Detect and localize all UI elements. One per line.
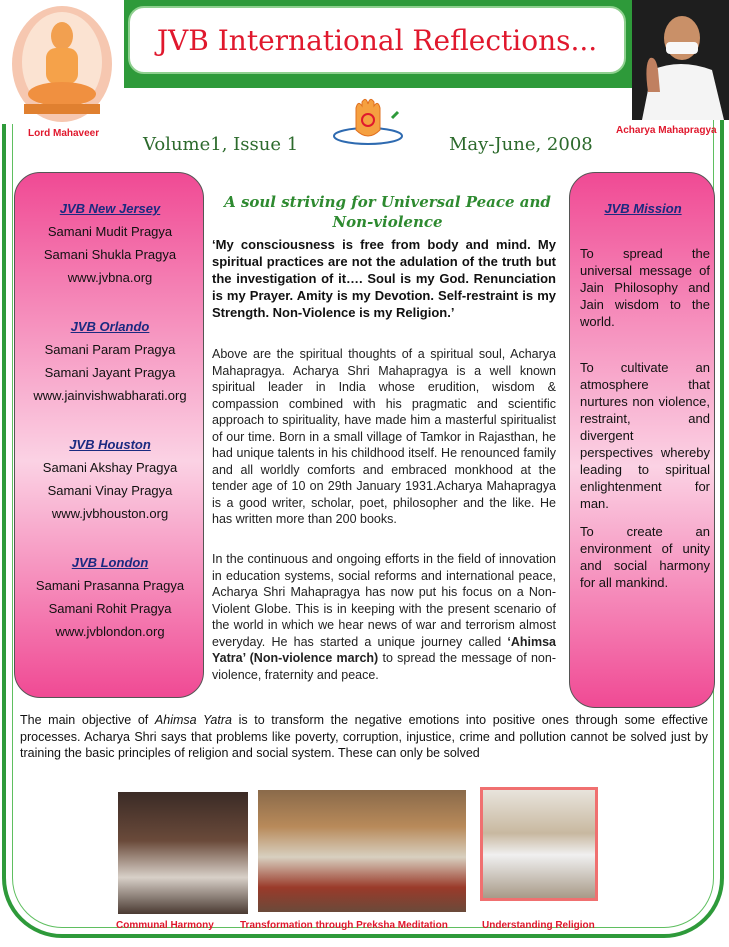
contact-name: Samani Param Pragya bbox=[44, 342, 176, 357]
bottom-paragraph bbox=[20, 712, 708, 762]
location-group-orlando bbox=[15, 319, 205, 403]
mission-item: To create an environment of unity and social harmony for all mankind. bbox=[580, 524, 710, 590]
left-portrait-caption: Lord Mahaveer bbox=[28, 128, 100, 139]
website-link[interactable]: www.jvbhouston.org bbox=[51, 506, 169, 521]
acharya-mahapragya-image bbox=[632, 0, 729, 120]
understanding-religion-photo bbox=[480, 787, 598, 901]
lord-mahaveer-image bbox=[10, 4, 114, 122]
contacts-panel bbox=[14, 172, 204, 698]
location-heading: JVB Houston bbox=[69, 437, 151, 452]
right-portrait-caption: Acharya Mahapragya bbox=[616, 125, 717, 136]
article-title: A soul striving for Universal Peace and Non-violence bbox=[224, 193, 551, 231]
paragraph-text: is to transform the negative emotions into positive ones through some effective processes. Acharya Shri says that problems like poverty, corruption, injustice, crime and pollution cannot be solved just by training the basic principles of religion and social system. These can only be solved bbox=[20, 713, 708, 760]
location-group-london bbox=[15, 555, 205, 639]
article-paragraph bbox=[212, 551, 556, 683]
mission-heading: JVB Mission bbox=[604, 201, 682, 216]
paragraph-text: The main objective of bbox=[20, 713, 155, 727]
contact-name: Samani Jayant Pragya bbox=[44, 365, 176, 380]
contact-name: Samani Mudit Pragya bbox=[47, 224, 173, 239]
location-heading: JVB London bbox=[71, 555, 149, 570]
location-group-houston bbox=[15, 437, 205, 521]
paragraph-text: to spread the message of non-violence, fraternity and peace. bbox=[212, 651, 556, 682]
newsletter-title: JVB International Reflections... bbox=[156, 23, 598, 57]
contact-name: Samani Rohit Pragya bbox=[48, 601, 172, 616]
volume-issue: Volume1, Issue 1 bbox=[143, 134, 299, 155]
location-heading: JVB New Jersey bbox=[59, 201, 161, 216]
jvb-logo-icon bbox=[330, 96, 406, 156]
mission-panel bbox=[569, 172, 715, 708]
website-link[interactable]: www.jvblondon.org bbox=[55, 624, 165, 639]
contact-name: Samani Akshay Pragya bbox=[42, 460, 178, 475]
title-box bbox=[128, 6, 626, 74]
contact-name: Samani Vinay Pragya bbox=[47, 483, 173, 498]
issue-date: May-June, 2008 bbox=[449, 134, 593, 155]
location-group-new-jersey bbox=[15, 201, 205, 285]
photo-caption: Communal Harmony bbox=[116, 920, 214, 931]
photo-caption: Understanding Religion bbox=[482, 920, 595, 931]
contact-name: Samani Prasanna Pragya bbox=[35, 578, 185, 593]
contact-name: Samani Shukla Pragya bbox=[43, 247, 177, 262]
mission-item: To spread the universal message of Jain Philosophy and Jain wisdom to the world. bbox=[580, 246, 710, 329]
preksha-meditation-photo bbox=[258, 790, 466, 912]
website-link[interactable]: www.jainvishwabharati.org bbox=[33, 388, 187, 403]
ahimsa-yatra-highlight: ‘Ahimsa Yatra’ (Non-violence march) bbox=[212, 634, 556, 665]
paragraph-text: In the continuous and ongoing efforts in the field of innovation in education systems, social reforms and international peace, Acharya Shri Mahapragya has now put his focus on a Non-Violent Globe. This is in keeping with the present scenario of the world in which we hear news of war and terrorism almost everyday. He has started a unique journey called bbox=[212, 552, 556, 649]
location-heading: JVB Orlando bbox=[70, 319, 150, 334]
website-link[interactable]: www.jvbna.org bbox=[67, 270, 153, 285]
communal-harmony-photo bbox=[118, 792, 248, 914]
ahimsa-yatra-italic: Ahimsa Yatra bbox=[154, 713, 232, 727]
mission-item: To cultivate an atmosphere that nurtures non violence, restraint, and divergent perspectives whereby leading to spiritual enlightenment for man. bbox=[580, 360, 710, 511]
photo-caption: Transformation through Preksha Meditation bbox=[240, 920, 448, 931]
article-quote: ‘My consciousness is free from body and mind. My spiritual practices are not the adulation of the truth but the investigation of it…. Soul is my God. Renunciation is my Prayer. Amity is my Devotion. Self-restraint is my Strength. Non-Violence is my Religion.’ bbox=[212, 237, 556, 320]
article-paragraph: Above are the spiritual thoughts of a spiritual soul, Acharya Mahapragya. Acharya Shri Mahapragya is a well known spiritual leader in India whose erudition, wisdom & compassion combined with his pragmatic and scientific approach to spirituality, have made him a masterful spiritualist of our time. Born in a small village of Tamkor in Rajasthan, he had unique talents in his childhood itself. He renounced family and all worldly comforts and embraced monkhood at the tender age of 10 on 29th January 1931.Acharya Mahapragya is a good writer, scholar, poet, philosopher and the like. He has written more than 200 books. bbox=[212, 347, 556, 526]
